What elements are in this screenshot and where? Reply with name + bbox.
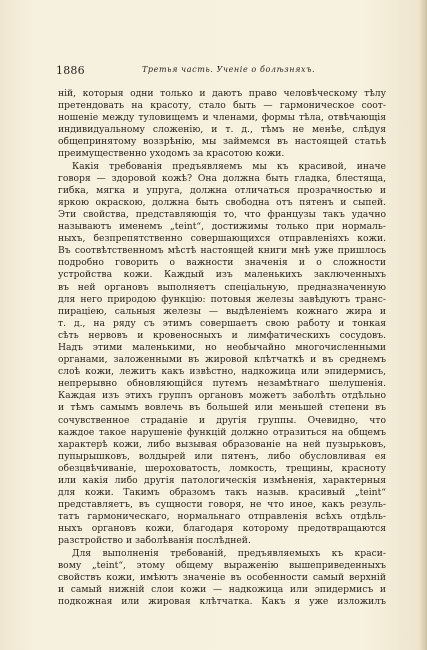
text-line: вому „teint“, этому общему выраженію вышеприведенныхъ	[58, 559, 386, 571]
text-line: сѣть нервовъ и кровеносныхъ и лимфатическихъ сосудовъ.	[58, 329, 386, 341]
text-line: называютъ именемъ „teint“, достижимы только при нормаль-	[58, 221, 386, 233]
text-line: ній, которыя одни только и даютъ право человѣческому тѣлу	[58, 88, 386, 99]
text-line: индивидуальному сложенію, и т. д., тѣмъ не менѣе, слѣдуя	[58, 124, 386, 136]
text-line: Каждая изъ этихъ группъ органовъ можетъ заболѣть отдѣльно	[58, 390, 386, 402]
text-line: и самый нижній слои кожи — надкожица или эпидермисъ и	[58, 583, 386, 595]
body-text	[58, 88, 386, 608]
text-line: представляетъ, въ сущности говоря, не что иное, какъ резуль-	[58, 499, 386, 511]
text-line: преимущественно уходомъ за красотою кожи.	[58, 148, 285, 160]
text-line: ношеніе между туловищемъ и членами, формы тѣла, отвѣчающія	[58, 112, 386, 124]
text-line: свойствъ кожи, имѣютъ значеніе въ особенности самый верхній	[58, 571, 386, 583]
text-line: или какія либо другія патологическія измѣненія, характерныя	[58, 475, 386, 486]
text-line: татъ гармоническаго, нормальнаго отправленія всѣхъ отдѣль-	[58, 511, 386, 523]
text-line: каждое такое нарушеніе функцій должно отразиться на общемъ	[58, 426, 386, 438]
page-number: 1886	[56, 64, 85, 77]
text-line: т. д., на ряду съ этимъ совершаетъ свою работу и тонкая	[58, 317, 386, 329]
text-line: Надъ этими маленькими, но необычайно многочисленными	[58, 341, 386, 353]
text-line: устройства кожи. Каждый изъ маленькихъ заключенныхъ	[58, 269, 386, 281]
text-line: претендовать на красоту, стало быть — гармоническое соот-	[58, 100, 386, 112]
text-line: яркою окраскою, должна быть свободна отъ пятенъ и сыпей.	[58, 196, 386, 208]
text-line: ныхъ органовъ кожи, благодаря которому предотвращаются	[58, 523, 386, 535]
text-line: пираціею, сальныя железы — выдѣленіемъ кожнаго жира и	[58, 305, 386, 317]
text-line: Для выполненія требованій, предъявляемыхъ къ краси-	[72, 547, 386, 559]
text-line: слоѣ кожи, лежитъ какъ извѣстно, надкожица или эпидермисъ,	[58, 366, 386, 378]
text-line: Эти свойства, представляющія то, что французы такъ удачно	[58, 208, 386, 220]
text-line: разстройство и заболѣванія послѣдней.	[58, 535, 251, 547]
text-line: для кожи. Такимъ образомъ такъ назыв. красивый „teint“	[58, 487, 386, 499]
text-line: ныхъ, безпрепятственно совершающихся отправленіяхъ кожи.	[58, 233, 386, 245]
text-line: непрерывно обновляющійся путемъ незамѣтнаго шелушенія.	[58, 378, 386, 390]
text-line: и тѣмъ самымъ вовлечь въ большей или меньшей степени въ	[58, 402, 386, 414]
text-line: въ ней органовъ выполняетъ спеціальную, предназначенную	[58, 281, 386, 293]
text-line: Какія требованія предъявляемъ мы къ красивой, иначе	[72, 160, 386, 172]
text-line: сочувственное страданіе и другія группы. Очевидно, что	[58, 414, 386, 426]
text-line: подробно говорить о важности значенія и о сложности	[58, 257, 386, 269]
text-line: обезцвѣчиваніе, шероховатость, ломкость, трещины, красноту	[58, 462, 386, 474]
text-line: Въ соотвѣтственномъ мѣстѣ настоящей книги мнѣ уже пришлось	[58, 245, 386, 257]
text-line: органами, заложенными въ жировой клѣтчаткѣ и въ среднемъ	[58, 354, 386, 366]
text-line: общепринятому воззрѣнію, мы займемся въ настоящей статьѣ	[58, 136, 386, 148]
text-line: подкожная или жировая клѣтчатка. Какъ я уже изложилъ	[58, 595, 386, 607]
text-line: гибка, мягка и упруга, должна отличаться прозрачностью и	[58, 184, 386, 196]
text-line: говоря — здоровой кожѣ? Она должна быть гладка, блестяща,	[58, 172, 386, 184]
text-line: пупырышковъ, волдырей или пятенъ, либо обусловливая ея	[58, 450, 386, 462]
page-gutter-shadow	[419, 0, 427, 650]
text-line: характерѣ кожи, либо вызывая образованіе на ней пузырьковъ,	[58, 438, 386, 450]
page-header	[56, 64, 386, 78]
running-head: Третья часть. Ученіе о болѣзняхъ.	[142, 65, 316, 74]
text-line: для него природою функцію: потовыя железы завѣдуютъ транс-	[58, 293, 386, 305]
